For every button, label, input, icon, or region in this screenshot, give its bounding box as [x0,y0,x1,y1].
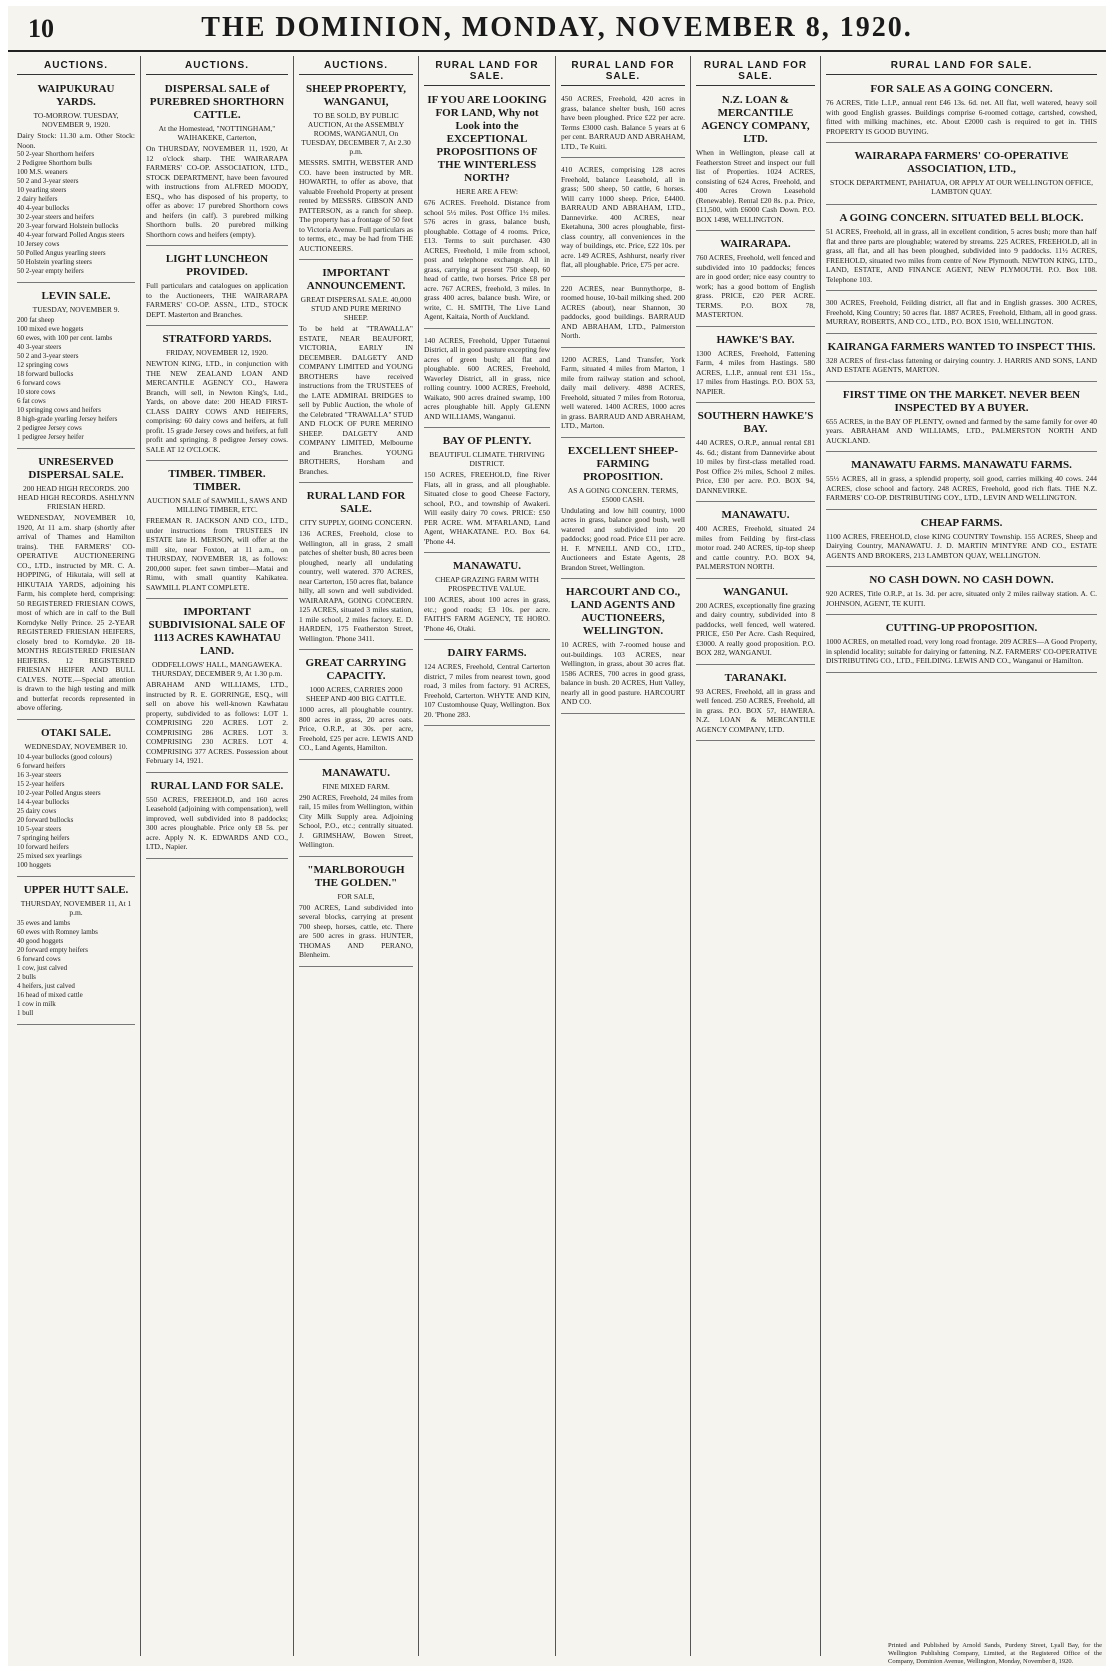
ad-heading: HARCOURT AND CO., LAND AGENTS AND AUCTIONEERS, WELLINGTON. [565,586,681,637]
ad-subheading: FOR SALE, [337,891,375,901]
ad-subheading: AS A GOING CONCERN. TERMS, £5000 CASH. [567,485,679,504]
advertisement [299,79,413,260]
ad-heading: RURAL LAND FOR SALE. [306,490,406,515]
advertisement [826,513,1097,568]
stock-list-item: 60 ewes with Romney lambs [17,927,98,936]
advertisement [696,406,815,502]
ad-heading: MANAWATU. [322,766,390,779]
ad-heading: RURAL LAND FOR SALE. [150,779,284,792]
advertisement [826,385,1097,453]
ad-heading: "MARLBOROUGH THE GOLDEN." [307,863,405,889]
imprint: Printed and Published by Arnold Sands, Purdeny Street, Lyall Bay, for the Wellington Publishing Company, Limited, at the Registered Office of the Company, Dominion Avenue, Wellington, Monday, November 8, 1920. [888,1642,1102,1665]
advertisement [696,234,815,327]
stock-list-item: 60 ewes, with 100 per cent. lambs [17,334,113,342]
stock-list-item: 10 4-year bullocks (good colours) [17,752,112,761]
stock-list-item: 1 cow, just calved [17,963,68,972]
stock-list-item: 50 Holstein yearling steers [17,258,92,266]
stock-list [17,150,135,276]
advertisement [424,643,550,726]
ad-heading: IMPORTANT SUBDIVISIONAL SALE OF 1113 ACRES KAWHATAU LAND. [148,606,286,657]
ad-subheading: At the Homestead, "NOTTINGHAM," WAIHAKEKE, Carterton, [158,124,276,142]
ad-subheading: FRIDAY, NOVEMBER 12, 1920. [165,348,269,357]
stock-list-item: 6 forward heifers [17,761,66,770]
ad-body: 1000 ACRES, on metalled road, very long road frontage. 209 ACRES—A Good Property, in splendid locality; suitable for dairying or fattening. N.Z. FARMERS' CO-OPERATIVE DISTRIBUTING CO., LTD., FEILDING. LEWIS AND CO., Wanganui or Hamilton. [826,637,1097,665]
ad-heading: STRATFORD YARDS. [162,333,272,345]
stock-list-item: 20 3-year forward Holstein bullocks [17,222,119,230]
ad-heading: WAIPUKURAU YARDS. [37,83,115,108]
advertisement [561,441,685,580]
ad-heading: LEVIN SALE. [41,290,111,302]
advertisement [146,249,288,326]
ad-heading: LIGHT LUNCHEON PROVIDED. [165,253,269,278]
advertisement [299,763,413,857]
stock-list-item: 10 forward heifers [17,842,69,851]
column-3 [294,56,419,1656]
ad-body: 93 ACRES, Freehold, all in grass and well fenced. 250 ACRES, Freehold, all in grass. P.O. BOX 57, HAWERA. N.Z. LOAN & MERCANTILE AGENCY COMPANY, LTD. [696,686,815,734]
stock-list-item: 2 Pedigree Shorthorn bulls [17,159,92,167]
ad-heading: WANGANUI. [722,585,789,598]
stock-list-item: 50 2 and 3-year steers [17,352,79,360]
ad-heading: BAY OF PLENTY. [442,435,532,447]
ad-body: 550 ACRES, FREEHOLD, and 160 acres Leasehold (adjoining with compensation), well improved, well subdivided into 8 paddocks; 300 acres ploughable. Price only £8 5s. per acre. Apply N. K. EDWARDS AND CO., LTD., Napier. [146,794,288,851]
ad-heading: UPPER HUTT SALE. [23,883,129,896]
stock-list-item: 25 mixed sex yearlings [17,851,82,860]
stock-list-item: 10 2-year Polled Angus steers [17,788,101,797]
advertisement [826,294,1097,334]
ad-heading: OTAKI SALE. [40,726,112,739]
ad-heading: N.Z. LOAN & MERCANTILE AGENCY COMPANY, LTD. [701,94,810,145]
stock-list-item: 4 heifers, just calved [17,981,75,990]
stock-list-item: 100 mixed ewe hoggets [17,325,84,333]
ad-heading: CHEAP FARMS. [920,516,1003,529]
advertisement [17,286,135,449]
stock-list-item: 2 bulls [17,972,36,981]
advertisement [146,329,288,461]
advertisement [696,505,815,579]
stock-list-item: 14 4-year bullocks [17,797,70,806]
paper-title: THE DOMINION, MONDAY, NOVEMBER 8, 1920. [201,12,913,43]
ad-heading: IF YOU ARE LOOKING FOR LAND, Why not Look into the EXCEPTIONAL PROPOSITIONS OF THE WINTERLESS NORTH? [427,94,547,184]
advertisement [146,602,288,773]
stock-list-item: 25 dairy cows [17,806,57,815]
advertisement [826,208,1097,291]
ad-heading: DAIRY FARMS. [447,647,527,659]
ad-heading: FIRST TIME ON THE MARKET. NEVER BEEN INSPECTED BY A BUYER. [842,388,1081,414]
advertisement [826,618,1097,673]
stock-list-item: 100 M.S. weaners [17,168,68,176]
ad-heading: CUTTING-UP PROPOSITION. [885,622,1038,634]
stock-list-item: 50 2-year Shorthorn heifers [17,150,95,158]
ad-heading: TIMBER. TIMBER. TIMBER. [168,468,266,493]
ad-subheading: CHEAP GRAZING FARM WITH PROSPECTIVE VALUE. [435,575,539,593]
stock-list-item: 50 Polled Angus yearling steers [17,249,106,257]
column-5 [556,56,691,1656]
ad-body: 200 ACRES, exceptionally fine grazing and dairy country, subdivided into 8 paddocks, well fenced, well watered. PRICE, £50 Per Acre. Cash Required, £3000. A really good proposition. P.O. BOX 282, WANGANUI. [696,600,815,657]
advertisement [424,431,550,553]
ad-subheading: HERE ARE A FEW: [455,187,519,196]
advertisement [561,280,685,348]
ad-heading: DISPERSAL SALE of PUREBRED SHORTHORN CATTLE. [149,83,285,121]
ad-heading: SOUTHERN HAWKE'S BAY. [697,410,814,435]
advertisement [826,79,1097,143]
advertisement [146,464,288,599]
stock-list-item: 40 4-year bullocks [17,204,70,212]
ad-body: 1200 ACRES, Land Transfer, York Farm, situated 4 miles from Marton, 1 mile from railway station and school, daily mail delivery. 4898 ACRES, Freehold, situated 7 miles from Rotorua, well watered. 1400 ACRES, 1000 acres in grass. BARRAUD AND ABRAHAM, LTD., Marton. [561,354,685,430]
ad-subheading: BEAUTIFUL CLIMATE. THRIVING DISTRICT. [429,450,545,468]
stock-list [17,919,135,1018]
advertisement [299,653,413,760]
stock-list-item: 2 dairy heifers [17,195,58,203]
ad-body: 290 ACRES, Freehold, 24 miles from rail, 15 miles from Wellington, within City Milk Supply area. Adjoining School, P.O., etc.; centrally situated. J. GRIMSHAW, Bowen Street, Wellington. [299,792,413,849]
ad-heading: TARANAKI. [724,671,787,684]
stock-list-item: 10 yearling steers [17,186,67,194]
ad-subheading: FINE MIXED FARM. [322,781,390,791]
column-heading: AUCTIONS. [146,58,288,75]
stock-list-item: 10 Jersey cows [17,240,60,248]
advertisement [696,668,815,742]
column-7 [821,56,1102,1656]
advertisement [299,263,413,483]
ad-heading: KAIRANGA FARMERS WANTED TO INSPECT THIS. [827,340,1096,353]
ad-heading: FOR SALE AS A GOING CONCERN. [870,83,1053,95]
ad-heading: A GOING CONCERN. SITUATED BELL BLOCK. [839,212,1084,224]
stock-list-item: 1 pedigree Jersey heifer [17,433,84,441]
ad-heading: MANAWATU. [453,560,521,572]
ad-heading: MANAWATU. [721,509,790,521]
advertisement [696,330,815,404]
advertisement [17,880,135,1025]
ad-body: 220 ACRES, near Bunnythorpe, 8-roomed house, 10-bail milking shed. 200 ACRES (about), near Shannon, 30 paddocks, good buildings. BARRAUD AND ABRAHAM, LTD., Palmerston North. [561,283,685,340]
advertisement [299,486,413,650]
advertisement [561,582,685,714]
stock-list-item: 50 2 and 3-year steers [17,177,79,185]
ad-subheading: 1000 ACRES, CARRIES 2000 SHEEP AND 400 BIG CATTLE. [306,685,406,703]
ad-body: NEWTON KING, LTD., in conjunction with THE NEW ZEALAND LOAN AND MERCANTILE AGENCY CO., Hawera Branch, will sell, in Newton King's, Ltd., Yards, on above date: 200 HEAD FIRST-CLASS DAIRY COWS AND HEIFERS, comprising: 60 dairy cows and heifers, at full profit. 15 grade Jersey cows and heifers, at full profit and springing. 8 pedigree Jersey cows. SALE AT 12 O'CLOCK. [146,359,288,454]
advertisement [696,90,815,231]
advertisement [17,452,135,720]
stock-list-item: 7 springing heifers [17,833,70,842]
ad-subheading: AUCTION SALE of SAWMILL, SAWS AND MILLING TIMBER, ETC. [146,496,288,514]
ad-body: 676 ACRES. Freehold. Distance from school 5½ miles. Post Office 1½ miles. 576 acres in grass, balance bush, ploughable. Cottage of 4 rooms. Price, £13. Terms to suit purchaser. 430 ACRES, Freehold, 1 mile from school, post and telephone exchange. All in grass, carrying at present 750 sheep, 60 head of cattle, two horses. Price £8 per acre. 767 ACRES, freehold, 3 miles. In grass 400 acres, balance bush. Wire, or write, C. H. SMITH, The Live Land Agent, Kaitaia, North of Auckland. [424,198,550,321]
stock-list-item: 1 cow in milk [17,999,56,1008]
ad-heading: WAIRARAPA. [720,238,791,250]
stock-list-item: 100 hoggets [17,860,52,869]
ad-body: 328 ACRES of first-class fattening or dairying country. J. HARRIS AND SONS, LAND AND ESTATE AGENTS, MARTON. [826,355,1097,374]
ad-heading: HAWKE'S BAY. [716,333,795,346]
ad-subheading: 200 HEAD HIGH RECORDS. 200 HEAD HIGH RECORDS. ASHLYNN FRIESIAN HERD. [17,484,135,511]
ad-subheading: WEDNESDAY, NOVEMBER 10. [24,741,128,751]
stock-list-item: 1 bull [17,1008,34,1017]
stock-list-item: 16 3-year steers [17,770,62,779]
stock-list-item: 12 springing cows [17,361,69,369]
stock-list-item: 10 5-year steers [17,824,62,833]
stock-list-item: 2 pedigree Jersey cows [17,424,82,432]
ad-body: To be held at "TRAWALLA" ESTATE, NEAR BEAUFORT, VICTORIA, EARLY IN DECEMBER. DALGETY AND COMPANY LIMITED and YOUNG BROTHERS have received instructions from the TRUSTEES of the LATE ADMIRAL BRIDGES to sell by Public Auction, the whole of the Celebrated "TRAWALLA" STUD AND FLOCK OF PURE MERINO SHEEP. DALGETY AND COMPANY LIMITED, Melbourne and Branches. YOUNG BROTHERS, Horsham and Branches. [299,324,413,476]
ad-subheading: CITY SUPPLY, GOING CONCERN. [299,518,413,527]
page-number: 10 [28,14,54,43]
column-heading: AUCTIONS. [17,58,135,75]
ad-body: 440 ACRES, O.R.P., annual rental £81 4s. 6d.; distant from Dannevirke about 10 miles by first-class metalled road. Post Office 2½ miles, School 2 miles. Price, £30 per acre. P.O. BOX 94, DANNEVIRKE. [696,438,815,495]
advertisement [826,337,1097,382]
advertisement [696,582,815,665]
stock-list-item: 8 high-grade yearling Jersey heifers [17,415,118,423]
stock-list-item: 40 good hoggets [17,936,64,945]
ad-body: Dairy Stock: 11.30 a.m. Other Stock: Noon. [17,131,135,150]
ad-subheading: TO-MORROW. TUESDAY, NOVEMBER 9, 1920. [33,111,119,129]
advertisement [299,860,413,967]
column-heading: RURAL LAND FOR SALE. [826,58,1097,75]
ad-body: When in Wellington, please call at Featherston Street and inspect our full list of Properties. 1024 ACRES, consisting of 624 Acres, Freehold, and 400 Acres Crown Leasehold (Renewable). Rental £20 8s. p.a. Price, £11,500, with £6000 Cash Down. P.O. BOX 1498, WELLINGTON. [696,148,815,224]
column-2 [141,56,294,1656]
ad-body: 760 ACRES, Freehold, well fenced and subdivided into 10 paddocks; fences are in good order; nice easy country to work; has a good bottom of English grass. PRICE, £20 PER ACRE. TERMS. P.O. BOX 78, MASTERTON. [696,253,815,319]
ad-heading: NO CASH DOWN. NO CASH DOWN. [869,574,1054,586]
ad-body: 700 ACRES, Land subdivided into several blocks, carrying at present 700 sheep, horses, cattle, etc. There are 500 acres in grass. HUNTER, THOMAS AND PERANO, Blenheim. [299,902,413,959]
ad-subheading: ODDFELLOWS' HALL, MANGAWEKA. THURSDAY, DECEMBER 9, At 1.30 p.m. [151,660,283,678]
stock-list-item: 200 fat sheep [17,316,55,324]
ad-body: On THURSDAY, NOVEMBER 11, 1920, At 12 o'clock sharp. THE WAIRARAPA FARMERS' CO-OP. ASSOCIATION, LTD., STOCK DEPARTMENT, have been favoured with instructions from ALFRED MOODY, ESQ., who has disposed of his property, to offer as above: 17 purebred Shorthorn cows and heifers (in calf). 3 purebred milking Shorthorn bulls. 20 purebred milking Shorthorn cows and heifers (empty). [146,144,288,239]
stock-list-item: 20 forward empty heifers [17,945,88,954]
ad-body: 1100 ACRES, FREEHOLD, close KING COUNTRY Township. 155 ACRES, Sheep and Dairying Country, MANAWATU. J. D. MARTIN M'INTYRE AND CO., ESTATE AGENTS AND BROKERS, 213 LAMBTON QUAY, WELLINGTON. [826,531,1097,560]
ad-body: 76 ACRES, Title L.I.P., annual rent £46 13s. 6d. net. All flat, well watered, heavy soil with good English grasses. Buildings comprise 6-roomed cottage, cartshed, cowshed, fitted with milking machines, etc. About £2000 cash is required to get in. THIS PROPERTY IS GOOD BUYING. [826,98,1097,136]
advertisement [561,351,685,438]
column-heading: AUCTIONS. [299,58,413,75]
stock-list-item: 10 store cows [17,388,56,396]
ad-body: WEDNESDAY, NOVEMBER 10, 1920, At 11 a.m. sharp (shortly after arrival of Thames and Hamilton trains). THE FARMERS' CO-OPERATIVE AUCTIONEERING CO., LTD., instructed by MR. C. A. HOPPING, of Hikutaia, will sell at HIKUTAIA YARDS, adjoining his Farm, his complete herd, comprising: 50 REGISTERED FRIESIAN COWS, most of which are in calf to the Bull Korndyke Nelly Prince. 25 2-YEAR REGISTERED FRIESIAN HEIFERS, closely bred to Korndyke. 20 18-MONTHS REGISTERED FRIESIAN HEIFERS. 12 REGISTERED FRIESIAN HEIFER AND BULL CALVES. NOTE.—Special attention is drawn to the high testing and milk and butterfat records represented in above offering. [17,513,135,712]
ad-heading: WAIRARAPA FARMERS' CO-OPERATIVE ASSOCIATION, LTD., [854,150,1069,175]
ad-body: 655 ACRES, in the BAY OF PLENTY, owned and farmed by the same family for over 40 years. ABRAHAM AND WILLIAMS, LTD., PALMERSTON NORTH AND AUCKLAND. [826,416,1097,445]
ad-body: 10 ACRES, with 7-roomed house and out-buildings. 103 ACRES, near Wellington, in grass, about 30 acres flat. 1586 ACRES, 700 acres in good grass, balance in bush. 20 ACRES, Hutt Valley, nearly all in good pasture. HARCOURT AND CO. [561,640,685,706]
ad-body: 410 ACRES, comprising 128 acres Freehold, balance Leasehold, all in grass; 500 sheep, 50 cattle, 6 horses. Will carry 1000 sheep. Price, £4400. BARRAUD AND ABRAHAM, LTD., Dannevirke. 400 ACRES, near Eketahuna, 300 acres ploughable, first-class country, all conveniences in the way of buildings, etc. Price, £22 10s. per acre. 149 ACRES, Ashhurst, nearly river flat, all ploughable. Price, £75 per acre. [561,165,685,269]
ad-subheading: THURSDAY, NOVEMBER 11, At 1 p.m. [20,898,132,917]
ad-body: 150 ACRES, FREEHOLD, fine River Flats, all in grass, and all ploughable. Situated close to good Cheese Factory, school, P.O., and township of Awakeri. Will easily dairy 70 cows. PRICE: £50 PER ACRE. WM. M'FARLAND, Land Agent, WHAKATANE. P.O. Box 64. 'Phone 44. [424,470,550,546]
columns-container [12,56,1102,1656]
column-4 [419,56,556,1656]
ad-heading: MANAWATU FARMS. MANAWATU FARMS. [851,459,1072,471]
ad-body: Undulating and low hill country, 1000 acres in grass, balance good bush, well watered and subdivided into 20 paddocks; good road. Price £11 per acre. H. F. M'NEILL AND CO., LTD., Auctioneers and Estate Agents, 28 Brandon Street, Wellington. [561,505,685,572]
ad-heading: IMPORTANT ANNOUNCEMENT. [306,267,406,292]
advertisement [826,146,1097,205]
advertisement [17,723,135,877]
advertisement [17,79,135,283]
stock-list-item: 15 2-year heifers [17,779,65,788]
stock-list-item: 35 ewes and lambs [17,918,71,927]
stock-list-item: 40 4-year forward Polled Angus steers [17,231,125,239]
column-heading: RURAL LAND FOR SALE. [424,58,550,86]
ad-heading: EXCELLENT SHEEP-FARMING PROPOSITION. [567,444,679,483]
ad-body: ABRAHAM AND WILLIAMS, LTD., instructed by R. E. GORRINGE, ESQ., will sell on above his well-known Kawhatau property, subdivided to as follows: LOT 1. COMPRISING 220 ACRES. LOT 2. COMPRISING 286 ACRES. LOT 3. COMPRISING 230 ACRES. LOT 4. COMPRISING 377 ACRES. Possession about February 14, 1921. [146,680,288,765]
ad-body: 400 ACRES, Freehold, situated 24 miles from Feilding by first-class motor road. 240 ACRES, tip-top sheep and cattle country. P.O. BOX 94, PALMERSTON NORTH. [696,524,815,571]
stock-list [17,753,135,870]
column-6 [691,56,821,1656]
stock-list-item: 20 forward bullocks [17,815,74,824]
ad-body: 1300 ACRES, Freehold, Fattening Farm, 4 miles from Hastings. 580 ACRES, L.I.P., annual rent £31 15s., 17 miles from Hastings. P.O. BOX 53, NAPIER. [696,348,815,396]
advertisement [826,570,1097,615]
stock-list-item: 18 forward bullocks [17,370,74,378]
advertisement [826,455,1097,510]
ad-body: Full particulars and catalogues on application to the Auctioneers, THE WAIRARAPA FARMERS' CO-OP. ASSN., LTD., STOCK DEPT. Masterton and Branches. [146,281,288,319]
advertisement [561,90,685,158]
ad-heading: SHEEP PROPERTY, WANGANUI, [305,83,407,108]
stock-list-item: 6 fat cows [17,397,46,405]
column-heading: RURAL LAND FOR SALE. [561,58,685,86]
ad-body: 51 ACRES, Freehold, all in grass, all in excellent condition, 5 acres bush; more than half flat and three parts are ploughable; watered by streams. 225 ACRES, FREEHOLD, all in grass, all flat, and all has been ploughed, subdivided into 9 paddocks. 11½ ACRES, FREEHOLD, situated two miles from centre of New Plymouth. NEWTON KING, LTD., LAND, ESTATE, AND FINANCE AGENT, NEW PLYMOUTH. P.O. Box 108. Telephone 103. [826,227,1097,284]
ad-body: 920 ACRES, Title O.R.P., at 1s. 3d. per acre, situated only 2 miles railway station. A. C. JOHNSON, AGENT, TE KUITI. [826,589,1097,608]
column-1 [12,56,141,1656]
ad-subheading: TUESDAY, NOVEMBER 9. [32,305,120,314]
ad-body: FREEMAN R. JACKSON AND CO., LTD., under instructions from TRUSTEES IN ESTATE late H. MERSON, will offer at the mill site, near Foxton, at 11 a.m., on THURSDAY, NOVEMBER 18, as follows: 200,000 super. feet sawn timber—Matai and Rimu, with small quantity Kahikatea. SAWMILL PLANT COMPLETE. [146,516,288,592]
advertisement [424,332,550,429]
advertisement [146,79,288,246]
advertisement [424,90,550,329]
ad-body: 140 ACRES, Freehold, Upper Tutaenui District, all in good pasture excepting few acres of green bush; all flat and ploughable. 600 ACRES, Freehold, Waverley District, all in grass, nice rolling country. 1000 ACRES, Freehold, Waikato, 900 acres drained swamp, 100 acres ploughable hill. Apply GLENN AND WILLIAMS, Wanganui. [424,335,551,421]
stock-list [17,316,135,442]
advertisement [146,776,288,859]
masthead [8,6,1106,52]
ad-body: 55½ ACRES, all in grass, a splendid property, soil good, carries milking 40 cows. 244 ACRES, close school and factory. 248 ACRES, Freehold, good rich flats. THE N.Z. FARMERS' CO-OP. DISTRIBUTING COY., LTD., LEVIN AND WELLINGTON. [826,474,1097,502]
newspaper-page [8,6,1106,1666]
stock-list-item: 16 head of mixed cattle [17,990,83,999]
ad-subheading: TO BE SOLD, BY PUBLIC AUCTION, At the ASSEMBLY ROOMS, WANGANUI, On TUESDAY, DECEMBER 7, At 2.30 p.m. [301,111,411,156]
ad-body: 300 ACRES, Freehold, Feilding district, all flat and in English grasses. 300 ACRES, Freehold, King Country; 50 acres flat. 1887 ACRES, Freehold, Eltham, all in good grass. MURRAY, ROBERTS, AND CO., LTD., P.O. BOX 1510, WELLINGTON. [826,298,1097,326]
ad-subheading: STOCK DEPARTMENT, PAHIATUA, OR APPLY AT OUR WELLINGTON OFFICE, LAMBTON QUAY. [830,178,1093,196]
stock-list-item: 50 2-year empty heifers [17,267,84,275]
ad-body: 100 ACRES, about 100 acres in grass, etc.; good roads; £3 10s. per acre. FAITH'S FARM AGENCY, TE HORO. 'Phone 46, Otaki. [424,595,550,633]
ad-body: MESSRS. SMITH, WEBSTER AND CO. have been instructed by MR. HOWARTH, to offer as above, that valuable Freehold Property at present rented by MESSRS. GIBSON AND PATTERSON, as a ranch for sheep. The property has a frontage of 50 feet to Victoria Avenue. Full particulars as to terms, etc., may be had from THE AUCTIONEERS. [299,158,413,253]
stock-list-item: 30 2-year steers and heifers [17,213,94,221]
ad-body: 1000 acres, all ploughable country. 800 acres in grass, 20 acres oats. Price, O.R.P., at 30s. per acre, Freehold, £25 per acre. LEWIS AND CO., Land Agents, Hamilton. [299,705,413,752]
stock-list-item: 40 3-year steers [17,343,62,351]
ad-body: 124 ACRES, Freehold, Central Carterton district, 7 miles from nearest town, good road, 3 miles from factory. 91 ACRES, Freehold, Carterton. WHYTE AND KIN, 107 Customhouse Quay, Wellington. Box 20. 'Phone 283. [424,662,550,719]
advertisement [424,556,550,640]
advertisement [561,161,685,277]
ad-heading: UNRESERVED DISPERSAL SALE. [28,456,124,481]
stock-list-item: 6 forward cows [17,954,61,963]
ad-body: 450 ACRES, Freehold, 420 acres in grass, balance shelter bush, 160 acres have been ploughed. Price £22 per acre. Terms £3000 cash. Balance 5 years at 6 per cent. BARRAUD AND ABRAHAM, LTD., Te Kuiti. [561,94,685,151]
ad-heading: GREAT CARRYING CAPACITY. [305,657,407,682]
stock-list-item: 10 springing cows and heifers [17,406,101,414]
ad-subheading: GREAT DISPERSAL SALE. 40,000 STUD AND PURE MERINO SHEEP. [300,295,412,322]
column-heading: RURAL LAND FOR SALE. [696,58,815,86]
ad-body: 136 ACRES, Freehold, close to Wellington, all in grass, 2 small patches of shelter bush, 80 acres been ploughed, nearly all undulating country, well watered. 370 ACRES, near Carterton, 150 acres flat, balance hilly, all sown and well subdivided. WAIRARAPA, GOING CONCERN. 125 ACRES, situated 3 miles station, 1 mile school, 2 miles factory. E. D. HARDEN, 175 Featherston Street, Wellington. 'Phone 3411. [299,529,413,643]
stock-list-item: 6 forward cows [17,379,61,387]
